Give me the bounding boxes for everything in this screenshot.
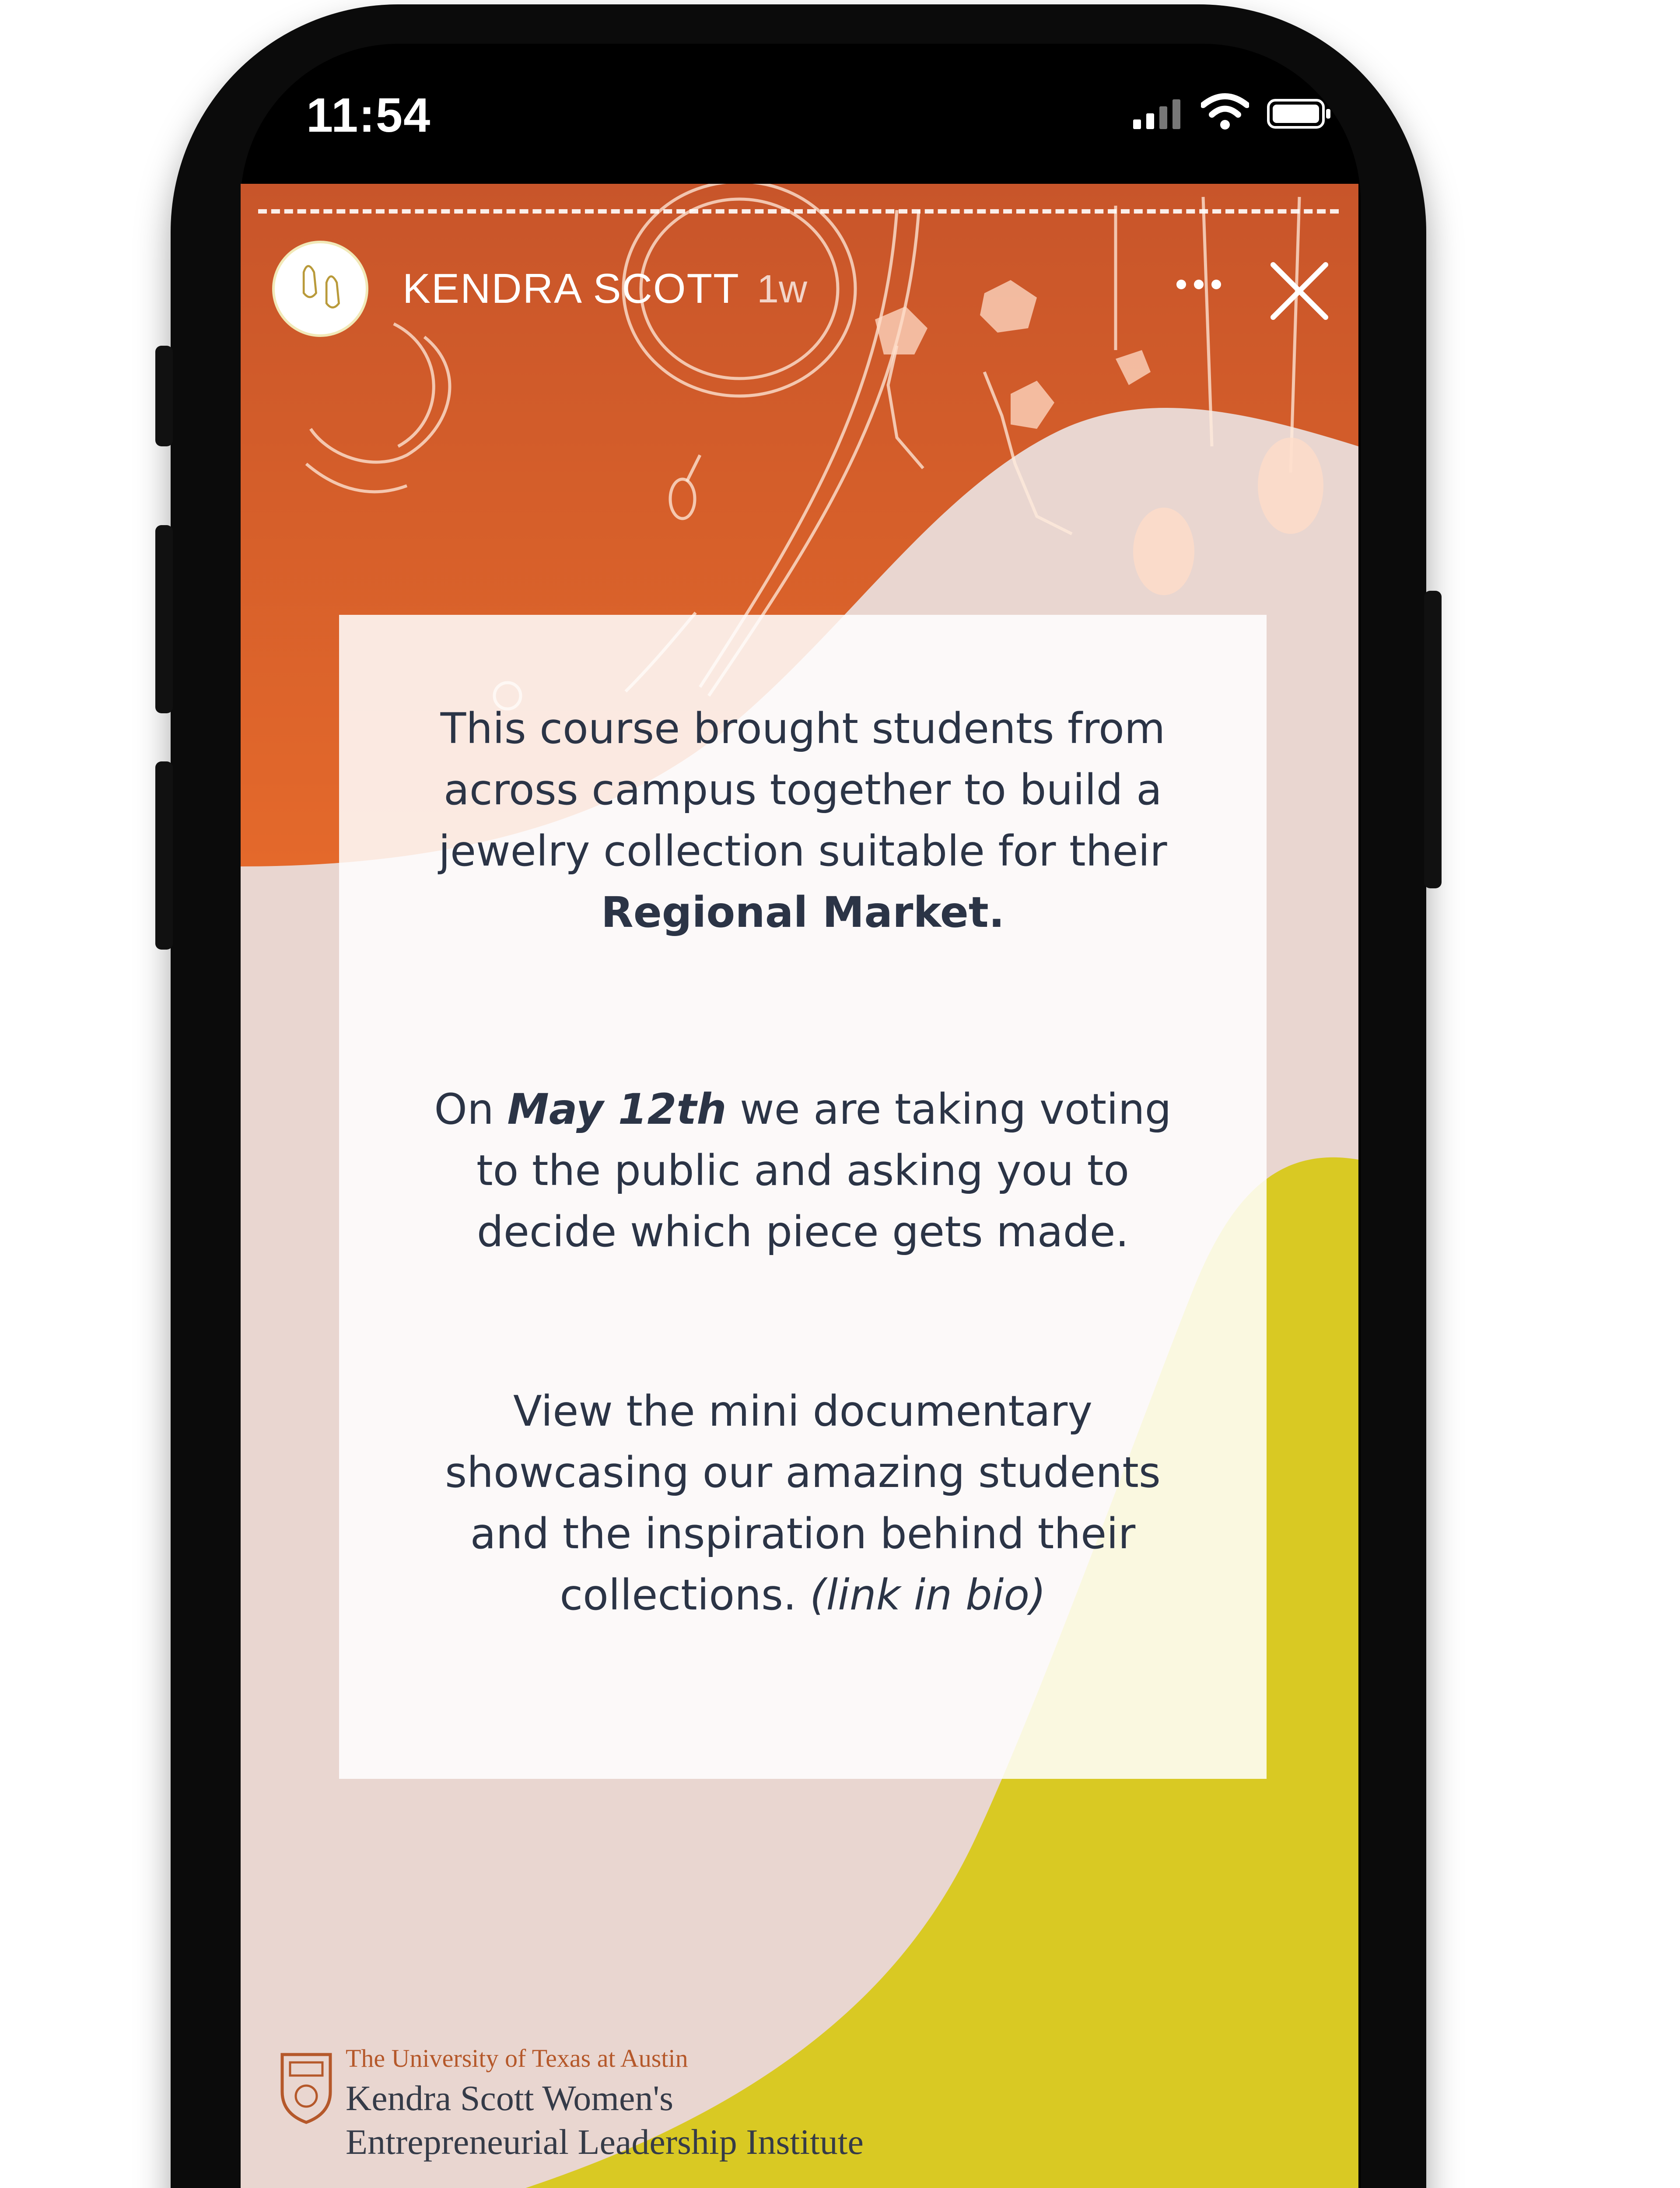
notch (442, 44, 1068, 162)
story-viewer[interactable] (241, 184, 1358, 2188)
voting-line-suffix: we are taking voting (726, 1085, 1172, 1134)
more-options-icon[interactable] (1164, 271, 1234, 298)
paragraph-course (339, 698, 1267, 943)
voting-line-prefix: On (434, 1085, 508, 1134)
institute-name-line: Kendra Scott Women's (346, 2078, 674, 2118)
status-time: 11:54 (306, 88, 431, 142)
institute-name (346, 2076, 864, 2164)
volume-up-button (155, 525, 173, 713)
link-in-bio-text: (link in bio) (810, 1571, 1046, 1620)
volume-down-button (155, 761, 173, 950)
signal-icon (1133, 98, 1186, 129)
regional-market-text: Regional Market. (601, 888, 1005, 937)
story-text-card (339, 615, 1267, 1779)
ut-shield-icon (278, 2050, 335, 2125)
documentary-line-prefix: collections. (560, 1571, 810, 1620)
institute-university-text: The University of Texas at Austin (346, 2044, 688, 2072)
avatar[interactable] (272, 241, 368, 337)
story-progress-bar (258, 209, 1339, 214)
story-timestamp: 1w (757, 267, 808, 311)
battery-icon (1267, 98, 1332, 129)
paragraph-voting-line: decide which piece gets made. (476, 1207, 1129, 1256)
story-username[interactable]: KENDRA SCOTT (402, 265, 740, 312)
voting-date: May 12th (507, 1085, 727, 1134)
paragraph-course-line: across campus together to build a (444, 765, 1162, 814)
wifi-icon (1201, 92, 1249, 131)
paragraph-voting (339, 1079, 1267, 1262)
paragraph-documentary-line: View the mini documentary (513, 1387, 1093, 1436)
silent-switch (155, 346, 173, 446)
paragraph-documentary-line: and the inspiration behind their (470, 1509, 1136, 1558)
paragraph-course-line: jewelry collection suitable for their (438, 827, 1167, 876)
institute-name-line: Entrepreneurial Leadership Institute (346, 2122, 864, 2162)
paragraph-documentary (339, 1381, 1267, 1626)
paragraph-documentary-line: showcasing our amazing students (445, 1448, 1161, 1497)
power-button (1424, 591, 1442, 888)
paragraph-voting-line: to the public and asking you to (476, 1146, 1130, 1195)
close-icon[interactable] (1264, 256, 1334, 326)
paragraph-course-line: This course brought students from (440, 704, 1166, 753)
